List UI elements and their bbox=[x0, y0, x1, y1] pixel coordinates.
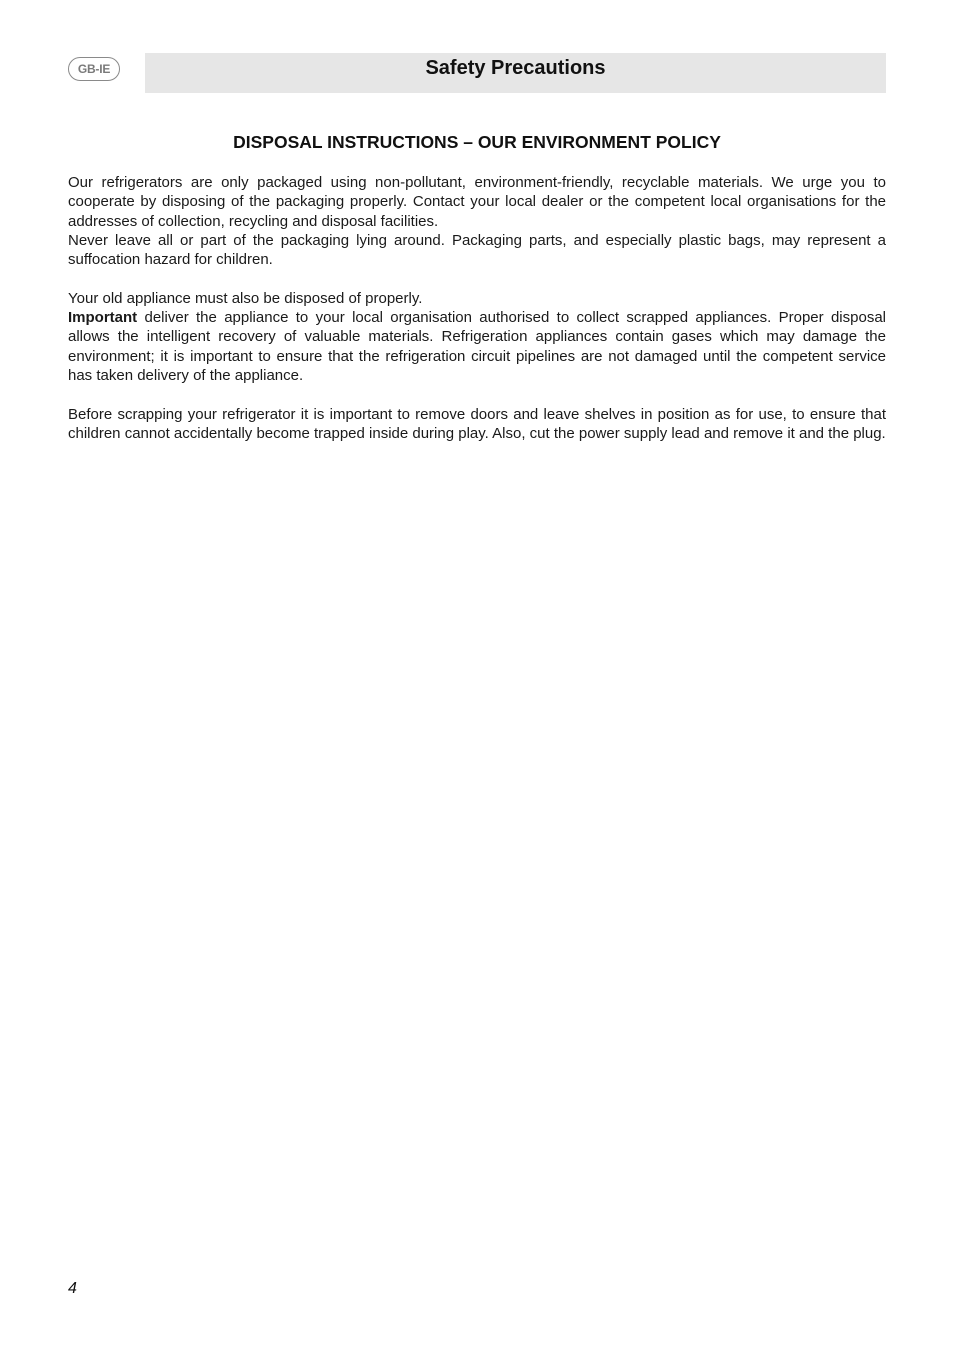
section-heading: DISPOSAL INSTRUCTIONS – OUR ENVIRONMENT POLICY bbox=[233, 132, 721, 152]
language-badge: GB-IE bbox=[68, 57, 120, 81]
page-title: Safety Precautions bbox=[425, 57, 606, 79]
header-bar bbox=[145, 53, 886, 93]
paragraph-packaging-hazard: Never leave all or part of the packaging lying around. Packaging parts, and especially plastic bags, may represent a suffocation hazard for children. bbox=[68, 231, 886, 269]
paragraph-important bbox=[68, 308, 886, 385]
page-number: 4 bbox=[68, 1280, 77, 1297]
paragraph-old-appliance: Your old appliance must also be disposed of properly. bbox=[68, 289, 423, 307]
important-text: deliver the appliance to your local organisation authorised to collect scrapped appliances. Proper disposal allows the intelligent recovery of valuable materials. Refrigeration appliances contain gases which may damage the environment; it is important to ensure that the refrigeration circuit pipelines are not damaged until the competent service has taken delivery of the appliance. bbox=[68, 309, 886, 384]
paragraph-gap bbox=[68, 269, 886, 288]
paragraph-scrapping: Before scrapping your refrigerator it is important to remove doors and leave shelves in position as for use, to ensure that children cannot accidentally become trapped inside during play. Also, cut the power supply lead and remove it and the plug. bbox=[68, 405, 886, 442]
paragraph-packaging-materials: Our refrigerators are only packaged using non-pollutant, environment-friendly, recyclable materials. We urge you to cooperate by disposing of the packaging properly. Contact your local dealer or the competent local organisations for the addresses of collection, recycling and disposal facilities. bbox=[68, 174, 886, 230]
important-label: Important bbox=[68, 309, 138, 327]
section-body bbox=[68, 173, 886, 443]
paragraph-gap bbox=[68, 385, 886, 404]
